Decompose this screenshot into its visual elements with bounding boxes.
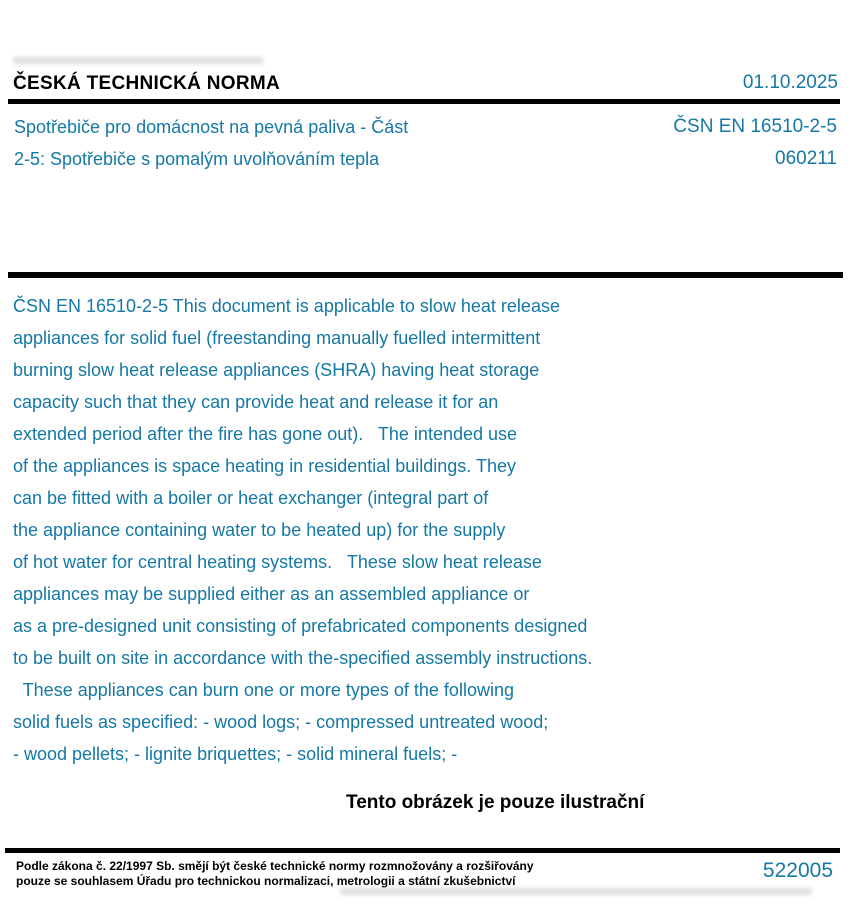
legal-notice-line-1: Podle zákona č. 22/1997 Sb. smějí být české technické normy rozmnožovány a rozšiřovány — [16, 859, 534, 873]
abstract-line: These appliances can burn one or more types of the following — [13, 680, 514, 700]
abstract-line: solid fuels as specified: - wood logs; - compressed untreated wood; — [13, 712, 549, 732]
abstract-line: appliances for solid fuel (freestanding manually fuelled intermittent — [13, 328, 541, 348]
order-number: 522005 — [762, 859, 833, 882]
abstract-divider — [8, 272, 843, 278]
abstract-line: as a pre-designed unit consisting of prefabricated components designed — [13, 616, 588, 636]
footer-divider — [5, 848, 840, 853]
standard-code: ČSN EN 16510-2-5 — [673, 116, 837, 137]
legal-notice — [16, 859, 534, 889]
norm-type-label: ČESKÁ TECHNICKÁ NORMA — [13, 73, 281, 94]
classification-code: 060211 — [775, 148, 837, 169]
abstract-line: burning slow heat release appliances (SHRA) having heat storage — [13, 360, 540, 380]
issue-date: 01.10.2025 — [742, 72, 838, 93]
abstract-line: to be built on site in accordance with the-specified assembly instructions. — [13, 648, 593, 668]
abstract-line: ČSN EN 16510-2-5 This document is applicable to slow heat release — [13, 296, 560, 316]
blurred-text-artifact — [340, 888, 812, 895]
illustrative-caption: Tento obrázek je pouze ilustrační — [346, 792, 645, 813]
abstract-line: can be fitted with a boiler or heat exchanger (integral part of — [13, 488, 489, 508]
abstract-line: extended period after the fire has gone out). The intended use — [13, 424, 518, 444]
abstract-line: capacity such that they can provide heat and release it for an — [13, 392, 499, 412]
legal-notice-line-2: pouze se souhlasem Úřadu pro technickou normalizaci, metrologii a státní zkušebnictví — [16, 874, 516, 888]
document-title-line-1: Spotřebiče pro domácnost na pevná paliva - Část — [14, 117, 409, 137]
abstract-line: appliances may be supplied either as an assembled appliance or — [13, 584, 530, 604]
header-divider — [8, 99, 840, 104]
abstract-line: the appliance containing water to be heated up) for the supply — [13, 520, 506, 540]
abstract-line: of hot water for central heating systems. These slow heat release — [13, 552, 542, 572]
blurred-text-artifact — [13, 57, 263, 64]
abstract-text — [13, 290, 843, 770]
abstract-line: of the appliances is space heating in residential buildings. They — [13, 456, 516, 476]
abstract-line: - wood pellets; - lignite briquettes; - solid mineral fuels; - — [13, 744, 458, 764]
document-title-line-2: 2-5: Spotřebiče s pomalým uvolňováním tepla — [14, 149, 380, 169]
